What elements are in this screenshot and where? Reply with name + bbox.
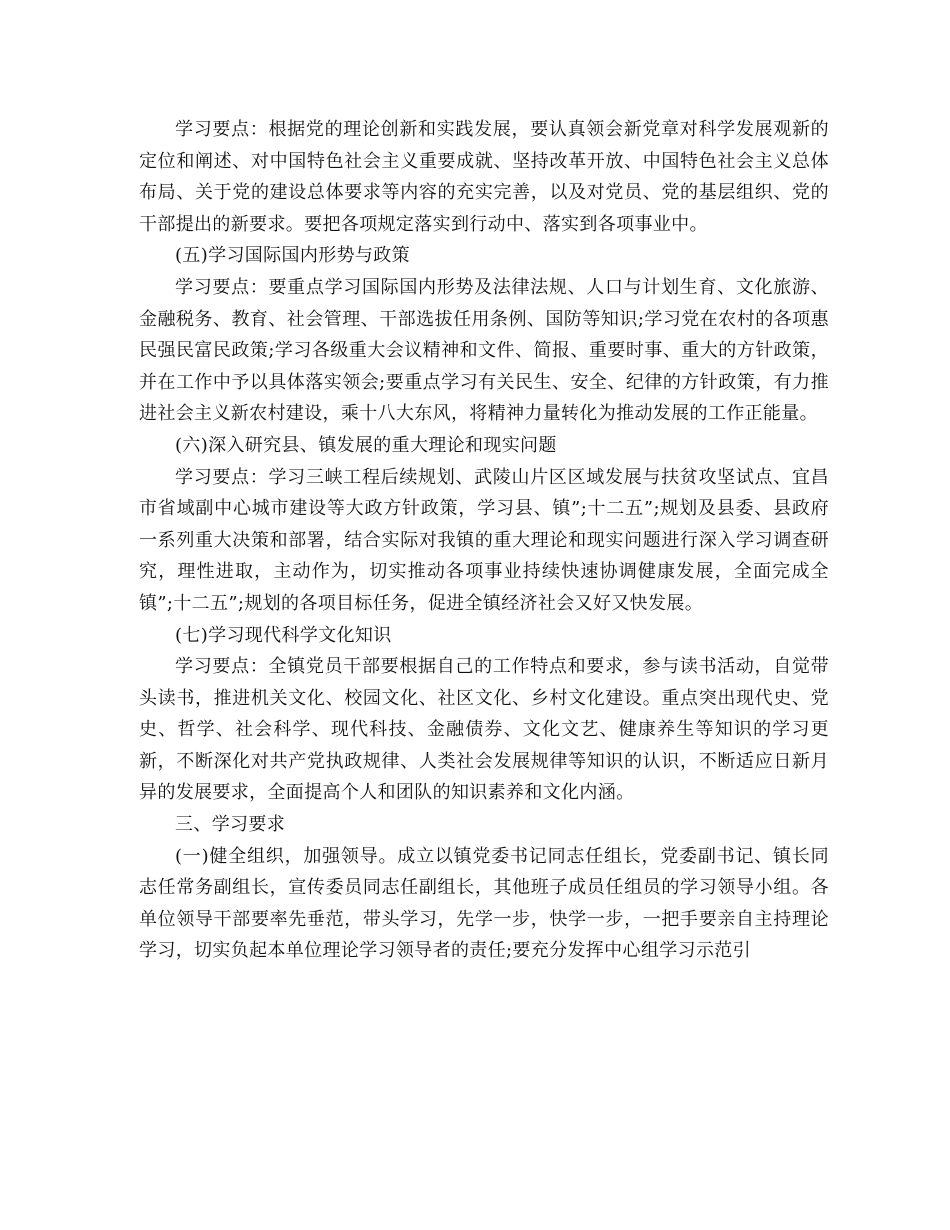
section-heading-7: (七)学习现代科学文化知识 <box>175 624 392 646</box>
section-heading-6: (六)深入研究县、镇发展的重大理论和现实问题 <box>175 434 557 456</box>
paragraph-study-points-party-constitution: 学习要点：根据党的理论创新和实践发展，要认真领会新党章对科学发展观新的定位和阐述、对中国特色社会主义重要成就、坚持改革开放、中国特色社会主义总体布局、关于党的建设总体要求等内容的充实完善，以及对党员、党的基层组织、党的干部提出的新要求。要把各项规定落实到行动中、落实到各项事业中。 <box>139 119 829 235</box>
paragraph-study-points-policy: 学习要点：要重点学习国际国内形势及法律法规、人口与计划生育、文化旅游、金融税务、教育、社会管理、干部选拔任用条例、国防等知识;学习党在农村的各项惠民强民富民政策;学习各级重大会议精神和文件、简报、重要时事、重大的方针政策，并在工作中予以具体落实领会;要重点学习有关民生、安全、纪律的方针政策，有力推进社会主义新农村建设，乘十八大东风，将精神力量转化为推动发展的工作正能量。 <box>139 276 829 425</box>
section-heading-requirements: 三、学习要求 <box>175 814 286 836</box>
section-heading-5: (五)学习国际国内形势与政策 <box>175 245 410 267</box>
paragraph-study-points-culture: 学习要点：全镇党员干部要根据自己的工作特点和要求，参与读书活动，自觉带头读书，推进机关文化、校园文化、社区文化、乡村文化建设。重点突出现代史、党史、哲学、社会科学、现代科技、金融债券、文化文艺、健康养生等知识的学习更新，不断深化对共产党执政规律、人类社会发展规律等知识的认识，不断适应日新月异的发展要求，全面提高个人和团队的知识素养和文化内涵。 <box>139 656 829 804</box>
paragraph-requirement-1: (一)健全组织，加强领导。成立以镇党委书记同志任组长，党委副书记、镇长同志任常务副组长，宣传委员同志任副组长，其他班子成员任组员的学习领导小组。各单位领导干部要率先垂范，带头学习，先学一步，快学一步，一把手要亲自主持理论学习，切实负起本单位理论学习领导者的责任;要充分发挥中心组学习示范引 <box>139 845 829 962</box>
document-body <box>139 114 829 967</box>
paragraph-study-points-research: 学习要点：学习三峡工程后续规划、武陵山片区区域发展与扶贫攻坚试点、宜昌市省域副中心城市建设等大政方针政策，学习县、镇”;十二五”;规划及县委、县政府一系列重大决策和部署，结合实际对我镇的重大理论和现实问题进行深入学习调查研究，理性进取，主动作为，切实推动各项事业持续快速协调健康发展，全面完成全镇”;十二五”;规划的各项目标任务，促进全镇经济社会又好又快发展。 <box>139 466 829 614</box>
